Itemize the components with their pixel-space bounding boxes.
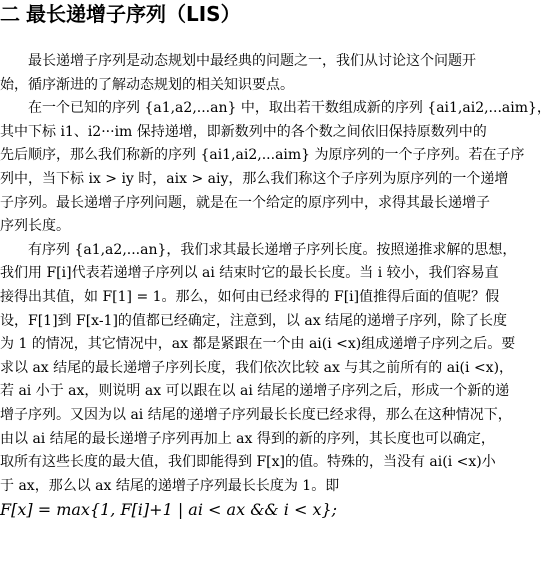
text-line: 设，F[1]到 F[x-1]的值都已经确定，注意到，以 ax 结尾的递增子序列，除了长度 — [0, 312, 508, 329]
text-line: 先后顺序，那么我们称新的序列 {ai1,ai2,...aim} 为原序列的一个子序列。若在子序 — [0, 147, 525, 164]
section-number: 二 — [0, 2, 20, 26]
text-line: 我们用 F[i]代表若递增子序列以 ai 结束时它的最长长度。当 i 较小，我们容易直 — [0, 265, 499, 282]
text-line: 序列长度。 — [0, 218, 70, 235]
text-line: 求以 ax 结尾的最长递增子序列长度，我们依次比较 ax 与其之前所有的 ai(i <x)， — [0, 359, 514, 376]
section-title: 最长递增子序列（LIS） — [26, 2, 241, 26]
text-line: 接得出其值，如 F[1] = 1。那么，如何由已经求得的 F[i]值推得后面的值呢？假 — [0, 288, 500, 305]
text-line: 列中，当下标 ix > iy 时，aix > aiy，那么我们称这个子序列为原序列的一个递增 — [0, 170, 509, 187]
text-line: 由以 ai 结尾的最长递增子序列再加上 ax 得到的新的序列，其长度也可以确定， — [0, 430, 495, 447]
text-line: 始，循序渐进的了解动态规划的相关知识要点。 — [0, 76, 294, 93]
text-line: 为 1 的情况，其它情况中，ax 都是紧跟在一个由 ai(i <x)组成递增子序列之后。要 — [0, 336, 516, 353]
text-line: 子序列。最长递增子序列问题，就是在一个给定的原序列中，求得其最长递增子 — [0, 194, 490, 211]
body-text — [0, 50, 558, 522]
section-heading — [0, 2, 241, 26]
text-line: 其中下标 i1、i2···im 保持递增，即新数列中的各个数之间依旧保持原数列中的 — [0, 123, 487, 140]
text-line: 最长递增子序列是动态规划中最经典的问题之一，我们从讨论这个问题开 — [28, 53, 476, 69]
text-line: 增子序列。又因为以 ai 结尾的递增子序列最长长度已经求得，那么在这种情况下， — [0, 406, 512, 423]
text-line: 于 ax，那么以 ax 结尾的递增子序列最长长度为 1。即 — [0, 477, 340, 494]
text-line: 取所有这些长度的最大值，我们即能得到 F[x]的值。特殊的，当没有 ai(i <x)小 — [0, 454, 496, 471]
text-line: 若 ai 小于 ax，则说明 ax 可以跟在以 ai 结尾的递增子序列之后，形成一个新的递 — [0, 383, 510, 400]
text-line: 在一个已知的序列 {a1,a2,...an} 中，取出若干数组成新的序列 {ai1,ai2,...aim}， — [28, 100, 551, 117]
recurrence-equation: F[x] = max{1, F[i]+1 | ai < ax && i < x}; — [0, 500, 338, 520]
text-line: 有序列 {a1,a2,...an}，我们求其最长递增子序列长度。按照递推求解的思想， — [28, 241, 517, 258]
